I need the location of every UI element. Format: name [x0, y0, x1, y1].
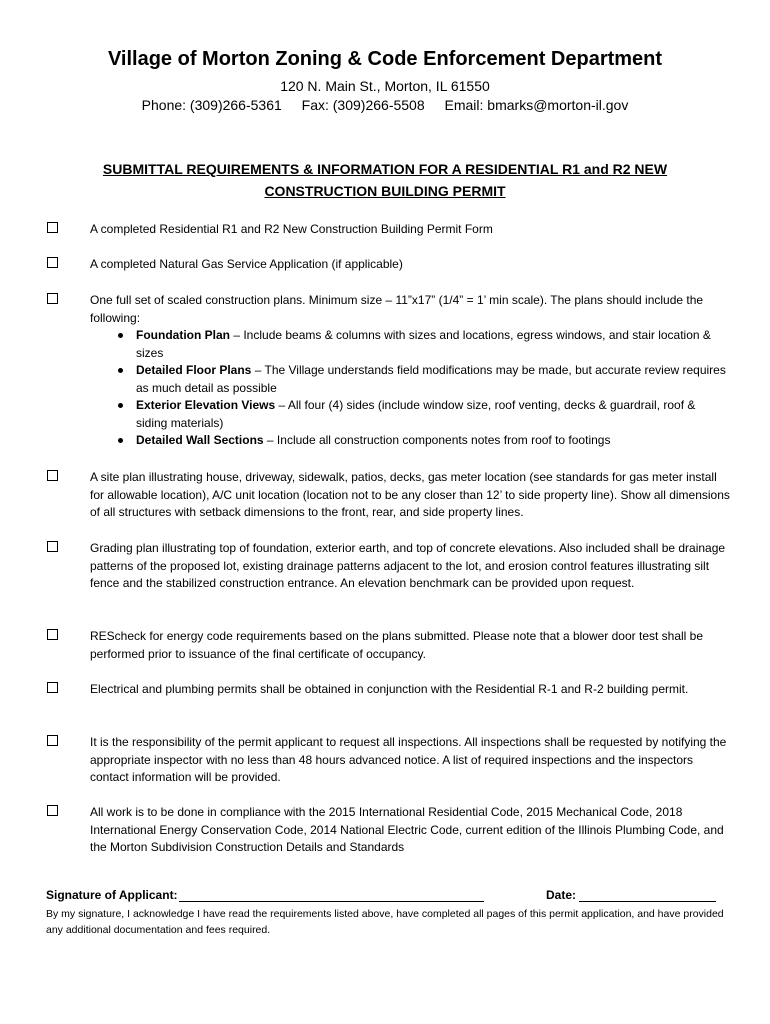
bullet-wall-sections [136, 432, 730, 450]
signature-field[interactable] [179, 901, 484, 902]
requirement-text-3: One full set of scaled construction plans. Minimum size – 11”x17” (1/4” = 1’ min scale). The plans should include the following: [90, 293, 704, 325]
bullet-desc: – All four (4) sides (include window size, roof venting, decks & guardrail, roof & siding materials) [136, 398, 696, 430]
bullet-desc: – The Village understands field modifications may be made, but accurate review requires as much detail as possible [136, 363, 726, 395]
phone-text: Phone: (309)266-5361 [141, 97, 282, 113]
checkbox-9[interactable] [47, 805, 58, 816]
bullet-elevation-views [136, 397, 730, 432]
checkbox-3[interactable] [47, 293, 58, 304]
requirement-text-2: A completed Natural Gas Service Application (if applicable) [90, 257, 403, 271]
requirement-text-8: It is the responsibility of the permit applicant to request all inspections. All inspections shall be requested by notifying the appropriate inspector with no less than 48 hours advanced notice. A list of required inspections and the inspectors contact information will be provided. [90, 735, 727, 784]
date-label: Date: [546, 888, 577, 902]
requirement-text-1: A completed Residential R1 and R2 New Construction Building Permit Form [90, 222, 493, 236]
requirement-block-3 [90, 292, 730, 450]
bullet-desc: – Include all construction components notes from roof to footings [263, 433, 611, 447]
signature-label: Signature of Applicant: [46, 888, 178, 902]
email-text: Email: bmarks@morton-il.gov [444, 97, 629, 113]
bullet-title: Exterior Elevation Views [136, 398, 276, 412]
department-title: Village of Morton Zoning & Code Enforcement Department [107, 48, 663, 70]
contact-line [0, 97, 770, 113]
checkbox-1[interactable] [47, 222, 58, 233]
requirement-text-4: A site plan illustrating house, driveway, sidewalk, patios, decks, gas meter location (see standards for gas meter install for allowable location), A/C unit location (location not to be any closer than 12’ to side property line). Show all dimensions of all structures with setback dimensions to the front, rear, and side property lines. [90, 470, 730, 519]
requirement-text-7: Electrical and plumbing permits shall be obtained in conjunction with the Residential R-1 and R-2 building permit. [90, 682, 689, 696]
checkbox-2[interactable] [47, 257, 58, 268]
department-address: 120 N. Main St., Morton, IL 61550 [280, 78, 490, 94]
bullet-title: Detailed Floor Plans [136, 363, 252, 377]
checkbox-4[interactable] [47, 470, 58, 481]
bullet-title: Foundation Plan [136, 328, 230, 342]
bullet-desc: – Include beams & columns with sizes and locations, egress windows, and stair location & sizes [136, 328, 711, 360]
requirement-text-5: Grading plan illustrating top of foundation, exterior earth, and top of concrete elevations. Also included shall be drainage patterns of the proposed lot, existing drainage patterns adjacent to the lot, and erosion control features illustrating silt fence and the stabilized construction entrance. An elevation benchmark can be provided upon request. [90, 541, 726, 590]
signature-row [46, 888, 726, 902]
bullet-floor-plans [136, 362, 730, 397]
acknowledgement-text: By my signature, I acknowledge I have read the requirements listed above, have completed all pages of this permit application, and have provided any additional documentation and fees required. [46, 908, 724, 936]
requirement-text-6: REScheck for energy code requirements based on the plans submitted. Please note that a blower door test shall be performed prior to issuance of the final certificate of occupancy. [90, 629, 704, 661]
plan-bullet-list [90, 327, 730, 450]
bullet-foundation-plan [136, 327, 730, 362]
checkbox-5[interactable] [47, 541, 58, 552]
requirement-text-9: All work is to be done in compliance with the 2015 International Residential Code, 2015 Mechanical Code, 2018 International Energy Conservation Code, 2014 National Electric Code, current edition of the Illinois Plumbing Code, and the Morton Subdivision Construction Details and Standards [90, 805, 724, 854]
fax-text: Fax: (309)266-5508 [301, 97, 425, 113]
requirements-heading: SUBMITTAL REQUIREMENTS & INFORMATION FOR A RESIDENTIAL R1 and R2 NEW CONSTRUCTION BUILDING PERMIT [102, 161, 668, 199]
checkbox-6[interactable] [47, 629, 58, 640]
checkbox-7[interactable] [47, 682, 58, 693]
date-field[interactable] [579, 901, 716, 902]
checkbox-8[interactable] [47, 735, 58, 746]
bullet-title: Detailed Wall Sections [136, 433, 264, 447]
